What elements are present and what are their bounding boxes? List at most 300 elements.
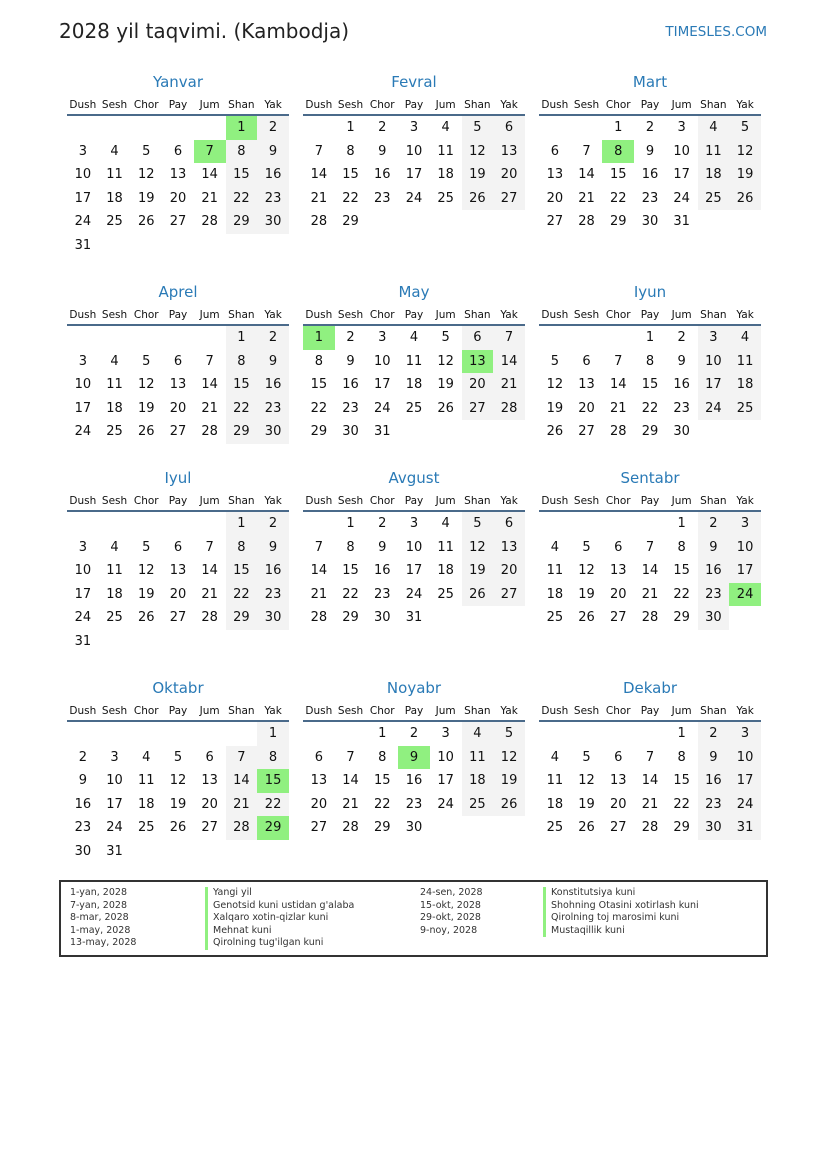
day-cell[interactable]: 22	[673, 796, 690, 812]
day-cell[interactable]: 30	[257, 420, 289, 444]
day-cell[interactable]: 13	[609, 773, 627, 789]
day-cell[interactable]: 14	[201, 167, 218, 183]
day-cell[interactable]: 20	[493, 163, 525, 187]
day-cell[interactable]: 25	[137, 820, 155, 836]
day-cell[interactable]: 2	[409, 726, 419, 741]
site-link[interactable]: TIMESLES.COM	[665, 24, 767, 40]
day-cell[interactable]: 3	[409, 120, 419, 135]
day-cell[interactable]: 4	[441, 120, 450, 135]
day-cell[interactable]: 18	[546, 796, 564, 812]
day-cell[interactable]: 18	[729, 373, 761, 397]
day-cell[interactable]: 23	[641, 190, 659, 206]
day-cell[interactable]: 29	[226, 210, 258, 234]
day-cell[interactable]: 29	[373, 820, 391, 836]
day-cell[interactable]: 23	[405, 796, 423, 812]
day-cell[interactable]: 26	[437, 400, 454, 416]
day-cell[interactable]: 27	[169, 610, 187, 626]
day-cell[interactable]: 15	[257, 769, 289, 793]
day-cell[interactable]: 17	[437, 773, 454, 789]
day-cell[interactable]: 3	[78, 143, 87, 159]
day-cell[interactable]: 29	[673, 820, 690, 836]
day-cell[interactable]: 25	[698, 187, 730, 211]
day-cell[interactable]: 12	[729, 140, 761, 164]
day-cell[interactable]: 29	[226, 606, 258, 630]
day-cell[interactable]: 9	[378, 539, 387, 555]
day-cell[interactable]: 8	[645, 353, 655, 369]
day-cell[interactable]: 28	[609, 424, 627, 440]
day-cell[interactable]: 8	[346, 539, 355, 555]
day-cell[interactable]: 24	[74, 610, 92, 626]
day-cell[interactable]: 1	[378, 726, 387, 741]
day-cell[interactable]: 30	[342, 424, 359, 440]
day-cell[interactable]: 13	[493, 140, 525, 164]
day-cell[interactable]: 19	[437, 377, 454, 393]
day-cell[interactable]: 15	[673, 773, 690, 789]
day-cell[interactable]: 11	[462, 746, 494, 770]
day-cell[interactable]: 20	[169, 190, 187, 206]
day-cell[interactable]: 4	[110, 539, 119, 555]
day-cell[interactable]: 10	[437, 749, 454, 765]
day-cell[interactable]: 13	[462, 350, 494, 374]
day-cell[interactable]: 11	[405, 353, 423, 369]
day-cell[interactable]: 29	[342, 214, 359, 230]
day-cell[interactable]: 21	[609, 400, 627, 416]
day-cell[interactable]: 10	[698, 350, 730, 374]
day-cell[interactable]: 12	[578, 773, 595, 789]
day-cell[interactable]: 3	[110, 749, 119, 765]
day-cell[interactable]: 22	[257, 793, 289, 817]
day-cell[interactable]: 5	[582, 749, 591, 765]
day-cell[interactable]: 16	[373, 563, 391, 579]
day-cell[interactable]: 6	[173, 353, 183, 369]
day-cell[interactable]: 23	[257, 397, 289, 421]
day-cell[interactable]: 25	[106, 424, 123, 440]
day-cell[interactable]: 7	[645, 749, 655, 765]
day-cell[interactable]: 24	[729, 583, 761, 607]
day-cell[interactable]: 22	[641, 400, 659, 416]
day-cell[interactable]: 20	[578, 400, 595, 416]
day-cell[interactable]: 21	[641, 796, 659, 812]
day-cell[interactable]: 7	[226, 746, 258, 770]
day-cell[interactable]: 6	[614, 749, 623, 765]
day-cell[interactable]: 11	[106, 377, 123, 393]
day-cell[interactable]: 28	[310, 610, 328, 626]
day-cell[interactable]: 10	[673, 143, 690, 159]
day-cell[interactable]: 7	[205, 539, 214, 555]
day-cell[interactable]: 24	[106, 820, 123, 836]
day-cell[interactable]: 19	[137, 586, 155, 602]
day-cell[interactable]: 16	[257, 373, 289, 397]
day-cell[interactable]: 11	[698, 140, 730, 164]
day-cell[interactable]: 11	[106, 563, 123, 579]
day-cell[interactable]: 29	[226, 420, 258, 444]
day-cell[interactable]: 12	[546, 377, 564, 393]
day-cell[interactable]: 13	[169, 167, 187, 183]
day-cell[interactable]: 28	[226, 816, 258, 840]
day-cell[interactable]: 29	[342, 610, 359, 626]
day-cell[interactable]: 5	[582, 539, 591, 555]
day-cell[interactable]: 14	[201, 563, 218, 579]
day-cell[interactable]: 20	[169, 586, 187, 602]
day-cell[interactable]: 26	[546, 424, 564, 440]
day-cell[interactable]: 12	[169, 773, 187, 789]
day-cell[interactable]: 10	[729, 536, 761, 560]
day-cell[interactable]: 12	[137, 167, 155, 183]
day-cell[interactable]: 21	[493, 373, 525, 397]
day-cell[interactable]: 2	[698, 512, 730, 536]
day-cell[interactable]: 15	[673, 563, 690, 579]
day-cell[interactable]: 29	[641, 424, 659, 440]
day-cell[interactable]: 27	[310, 820, 328, 836]
day-cell[interactable]: 15	[226, 163, 258, 187]
day-cell[interactable]: 27	[546, 214, 564, 230]
day-cell[interactable]: 28	[641, 610, 659, 626]
day-cell[interactable]: 10	[405, 539, 423, 555]
day-cell[interactable]: 24	[74, 214, 92, 230]
day-cell[interactable]: 27	[462, 397, 494, 421]
day-cell[interactable]: 22	[226, 187, 258, 211]
day-cell[interactable]: 29	[673, 610, 690, 626]
day-cell[interactable]: 18	[106, 190, 123, 206]
day-cell[interactable]: 25	[546, 610, 564, 626]
day-cell[interactable]: 30	[257, 606, 289, 630]
day-cell[interactable]: 15	[609, 167, 627, 183]
day-cell[interactable]: 18	[106, 400, 123, 416]
day-cell[interactable]: 10	[373, 353, 391, 369]
day-cell[interactable]: 27	[169, 424, 187, 440]
day-cell[interactable]: 9	[346, 353, 355, 369]
day-cell[interactable]: 24	[373, 400, 391, 416]
day-cell[interactable]: 28	[493, 397, 525, 421]
day-cell[interactable]: 26	[169, 820, 187, 836]
day-cell[interactable]: 1	[677, 516, 686, 531]
day-cell[interactable]: 2	[698, 722, 730, 746]
day-cell[interactable]: 18	[698, 163, 730, 187]
day-cell[interactable]: 14	[578, 167, 595, 183]
day-cell[interactable]: 13	[169, 563, 187, 579]
day-cell[interactable]: 6	[462, 326, 494, 350]
day-cell[interactable]: 22	[226, 397, 258, 421]
day-cell[interactable]: 20	[310, 796, 328, 812]
day-cell[interactable]: 1	[226, 512, 258, 536]
day-cell[interactable]: 6	[205, 749, 214, 765]
day-cell[interactable]: 21	[201, 190, 218, 206]
day-cell[interactable]: 7	[314, 143, 323, 159]
day-cell[interactable]: 20	[493, 559, 525, 583]
day-cell[interactable]: 27	[609, 820, 627, 836]
day-cell[interactable]: 26	[462, 583, 494, 607]
day-cell[interactable]: 7	[614, 353, 623, 369]
day-cell[interactable]: 14	[226, 769, 258, 793]
day-cell[interactable]: 8	[314, 353, 323, 369]
day-cell[interactable]: 20	[462, 373, 494, 397]
day-cell[interactable]: 8	[346, 143, 355, 159]
day-cell[interactable]: 5	[493, 722, 525, 746]
day-cell[interactable]: 11	[546, 773, 564, 789]
day-cell[interactable]: 28	[201, 424, 218, 440]
day-cell[interactable]: 20	[609, 586, 627, 602]
day-cell[interactable]: 16	[257, 163, 289, 187]
day-cell[interactable]: 17	[74, 190, 92, 206]
day-cell[interactable]: 7	[346, 749, 355, 765]
day-cell[interactable]: 14	[310, 563, 328, 579]
day-cell[interactable]: 15	[641, 377, 659, 393]
day-cell[interactable]: 30	[698, 816, 730, 840]
day-cell[interactable]: 15	[342, 563, 359, 579]
day-cell[interactable]: 16	[342, 377, 359, 393]
day-cell[interactable]: 23	[342, 400, 359, 416]
day-cell[interactable]: 19	[137, 190, 155, 206]
day-cell[interactable]: 1	[346, 120, 355, 135]
day-cell[interactable]: 23	[698, 583, 730, 607]
day-cell[interactable]: 5	[462, 512, 494, 536]
day-cell[interactable]: 7	[194, 140, 226, 164]
day-cell[interactable]: 11	[437, 539, 454, 555]
day-cell[interactable]: 18	[137, 796, 155, 812]
day-cell[interactable]: 1	[303, 326, 335, 350]
day-cell[interactable]: 1	[614, 120, 623, 135]
day-cell[interactable]: 11	[106, 167, 123, 183]
day-cell[interactable]: 2	[378, 120, 387, 135]
day-cell[interactable]: 8	[226, 536, 258, 560]
day-cell[interactable]: 5	[173, 749, 183, 765]
day-cell[interactable]: 6	[614, 539, 623, 555]
day-cell[interactable]: 23	[74, 820, 92, 836]
day-cell[interactable]: 12	[137, 377, 155, 393]
day-cell[interactable]: 9	[257, 536, 289, 560]
day-cell[interactable]: 15	[373, 773, 391, 789]
day-cell[interactable]: 25	[405, 400, 423, 416]
day-cell[interactable]: 3	[698, 326, 730, 350]
day-cell[interactable]: 10	[106, 773, 123, 789]
day-cell[interactable]: 27	[609, 610, 627, 626]
day-cell[interactable]: 26	[578, 610, 595, 626]
day-cell[interactable]: 2	[677, 330, 686, 345]
day-cell[interactable]: 1	[226, 326, 258, 350]
day-cell[interactable]: 12	[437, 353, 454, 369]
day-cell[interactable]: 26	[729, 187, 761, 211]
day-cell[interactable]: 13	[169, 377, 187, 393]
day-cell[interactable]: 31	[405, 610, 423, 626]
day-cell[interactable]: 31	[729, 816, 761, 840]
day-cell[interactable]: 31	[673, 214, 690, 230]
day-cell[interactable]: 18	[462, 769, 494, 793]
day-cell[interactable]: 23	[373, 190, 391, 206]
day-cell[interactable]: 20	[609, 796, 627, 812]
day-cell[interactable]: 9	[698, 746, 730, 770]
day-cell[interactable]: 7	[314, 539, 323, 555]
day-cell[interactable]: 10	[729, 746, 761, 770]
day-cell[interactable]: 18	[437, 167, 454, 183]
day-cell[interactable]: 6	[173, 539, 183, 555]
day-cell[interactable]: 31	[106, 843, 123, 859]
day-cell[interactable]: 26	[137, 610, 155, 626]
day-cell[interactable]: 17	[405, 167, 423, 183]
day-cell[interactable]: 19	[462, 163, 494, 187]
day-cell[interactable]: 5	[462, 116, 494, 140]
day-cell[interactable]: 10	[405, 143, 423, 159]
day-cell[interactable]: 15	[342, 167, 359, 183]
day-cell[interactable]: 4	[462, 722, 494, 746]
day-cell[interactable]: 11	[546, 563, 564, 579]
day-cell[interactable]: 19	[462, 559, 494, 583]
day-cell[interactable]: 28	[641, 820, 659, 836]
day-cell[interactable]: 24	[437, 796, 454, 812]
day-cell[interactable]: 17	[405, 563, 423, 579]
day-cell[interactable]: 17	[698, 373, 730, 397]
day-cell[interactable]: 22	[609, 190, 627, 206]
day-cell[interactable]: 9	[698, 536, 730, 560]
day-cell[interactable]: 7	[205, 353, 214, 369]
day-cell[interactable]: 10	[74, 377, 92, 393]
day-cell[interactable]: 21	[310, 190, 328, 206]
day-cell[interactable]: 4	[550, 749, 559, 765]
day-cell[interactable]: 30	[74, 843, 92, 859]
day-cell[interactable]: 18	[437, 563, 454, 579]
day-cell[interactable]: 6	[314, 749, 323, 765]
day-cell[interactable]: 21	[342, 796, 359, 812]
day-cell[interactable]: 14	[342, 773, 359, 789]
day-cell[interactable]: 19	[169, 796, 187, 812]
day-cell[interactable]: 30	[641, 214, 659, 230]
day-cell[interactable]: 19	[578, 796, 595, 812]
day-cell[interactable]: 27	[578, 424, 595, 440]
day-cell[interactable]: 23	[673, 400, 690, 416]
day-cell[interactable]: 18	[546, 586, 564, 602]
day-cell[interactable]: 12	[578, 563, 595, 579]
day-cell[interactable]: 8	[602, 140, 634, 164]
day-cell[interactable]: 15	[226, 559, 258, 583]
day-cell[interactable]: 7	[582, 143, 591, 159]
day-cell[interactable]: 26	[462, 187, 494, 211]
day-cell[interactable]: 6	[550, 143, 559, 159]
day-cell[interactable]: 9	[78, 773, 87, 789]
day-cell[interactable]: 11	[729, 350, 761, 374]
day-cell[interactable]: 28	[342, 820, 359, 836]
day-cell[interactable]: 3	[78, 353, 87, 369]
day-cell[interactable]: 19	[493, 769, 525, 793]
day-cell[interactable]: 25	[437, 586, 454, 602]
day-cell[interactable]: 20	[201, 796, 218, 812]
day-cell[interactable]: 1	[677, 726, 686, 741]
day-cell[interactable]: 25	[437, 190, 454, 206]
day-cell[interactable]: 5	[441, 330, 450, 345]
day-cell[interactable]: 1	[257, 722, 289, 746]
day-cell[interactable]: 30	[405, 820, 423, 836]
day-cell[interactable]: 23	[257, 583, 289, 607]
day-cell[interactable]: 22	[342, 190, 359, 206]
day-cell[interactable]: 4	[110, 143, 119, 159]
day-cell[interactable]: 11	[137, 773, 155, 789]
day-cell[interactable]: 30	[257, 210, 289, 234]
day-cell[interactable]: 25	[729, 397, 761, 421]
day-cell[interactable]: 2	[257, 116, 289, 140]
day-cell[interactable]: 13	[310, 773, 328, 789]
day-cell[interactable]: 6	[493, 512, 525, 536]
day-cell[interactable]: 6	[493, 116, 525, 140]
day-cell[interactable]: 11	[437, 143, 454, 159]
day-cell[interactable]: 3	[378, 330, 387, 345]
day-cell[interactable]: 25	[106, 610, 123, 626]
day-cell[interactable]: 2	[378, 516, 387, 531]
day-cell[interactable]: 25	[462, 793, 494, 817]
day-cell[interactable]: 14	[641, 773, 659, 789]
day-cell[interactable]: 15	[226, 373, 258, 397]
day-cell[interactable]: 27	[493, 583, 525, 607]
day-cell[interactable]: 27	[493, 187, 525, 211]
day-cell[interactable]: 6	[582, 353, 591, 369]
day-cell[interactable]: 2	[257, 326, 289, 350]
day-cell[interactable]: 22	[373, 796, 391, 812]
day-cell[interactable]: 23	[373, 586, 391, 602]
day-cell[interactable]: 12	[462, 536, 494, 560]
day-cell[interactable]: 29	[257, 816, 289, 840]
day-cell[interactable]: 13	[546, 167, 564, 183]
day-cell[interactable]: 16	[257, 559, 289, 583]
day-cell[interactable]: 9	[398, 746, 430, 770]
day-cell[interactable]: 3	[441, 726, 450, 741]
day-cell[interactable]: 4	[142, 749, 151, 765]
day-cell[interactable]: 16	[405, 773, 423, 789]
day-cell[interactable]: 14	[609, 377, 627, 393]
day-cell[interactable]: 14	[493, 350, 525, 374]
day-cell[interactable]: 16	[698, 769, 730, 793]
day-cell[interactable]: 14	[641, 563, 659, 579]
day-cell[interactable]: 20	[546, 190, 564, 206]
day-cell[interactable]: 8	[226, 140, 258, 164]
day-cell[interactable]: 21	[226, 793, 258, 817]
day-cell[interactable]: 20	[169, 400, 187, 416]
day-cell[interactable]: 23	[257, 187, 289, 211]
day-cell[interactable]: 9	[645, 143, 655, 159]
day-cell[interactable]: 30	[698, 606, 730, 630]
day-cell[interactable]: 17	[373, 377, 391, 393]
day-cell[interactable]: 27	[201, 820, 218, 836]
day-cell[interactable]: 21	[578, 190, 595, 206]
day-cell[interactable]: 16	[74, 796, 92, 812]
day-cell[interactable]: 28	[201, 214, 218, 230]
day-cell[interactable]: 2	[346, 330, 355, 345]
day-cell[interactable]: 12	[137, 563, 155, 579]
day-cell[interactable]: 3	[677, 120, 686, 135]
day-cell[interactable]: 1	[226, 116, 258, 140]
day-cell[interactable]: 4	[110, 353, 119, 369]
day-cell[interactable]: 5	[142, 353, 151, 369]
day-cell[interactable]: 16	[373, 167, 391, 183]
day-cell[interactable]: 29	[310, 424, 328, 440]
day-cell[interactable]: 24	[729, 793, 761, 817]
day-cell[interactable]: 14	[310, 167, 328, 183]
day-cell[interactable]: 30	[373, 610, 391, 626]
day-cell[interactable]: 8	[677, 539, 686, 555]
day-cell[interactable]: 3	[729, 512, 761, 536]
day-cell[interactable]: 12	[462, 140, 494, 164]
day-cell[interactable]: 17	[74, 586, 92, 602]
day-cell[interactable]: 21	[201, 400, 218, 416]
day-cell[interactable]: 21	[641, 586, 659, 602]
day-cell[interactable]: 19	[137, 400, 155, 416]
day-cell[interactable]: 19	[729, 163, 761, 187]
day-cell[interactable]: 26	[493, 793, 525, 817]
day-cell[interactable]: 28	[201, 610, 218, 626]
day-cell[interactable]: 18	[106, 586, 123, 602]
day-cell[interactable]: 15	[310, 377, 328, 393]
day-cell[interactable]: 21	[201, 586, 218, 602]
day-cell[interactable]: 2	[257, 512, 289, 536]
day-cell[interactable]: 1	[645, 330, 655, 345]
day-cell[interactable]: 8	[378, 749, 387, 765]
day-cell[interactable]: 16	[673, 377, 690, 393]
